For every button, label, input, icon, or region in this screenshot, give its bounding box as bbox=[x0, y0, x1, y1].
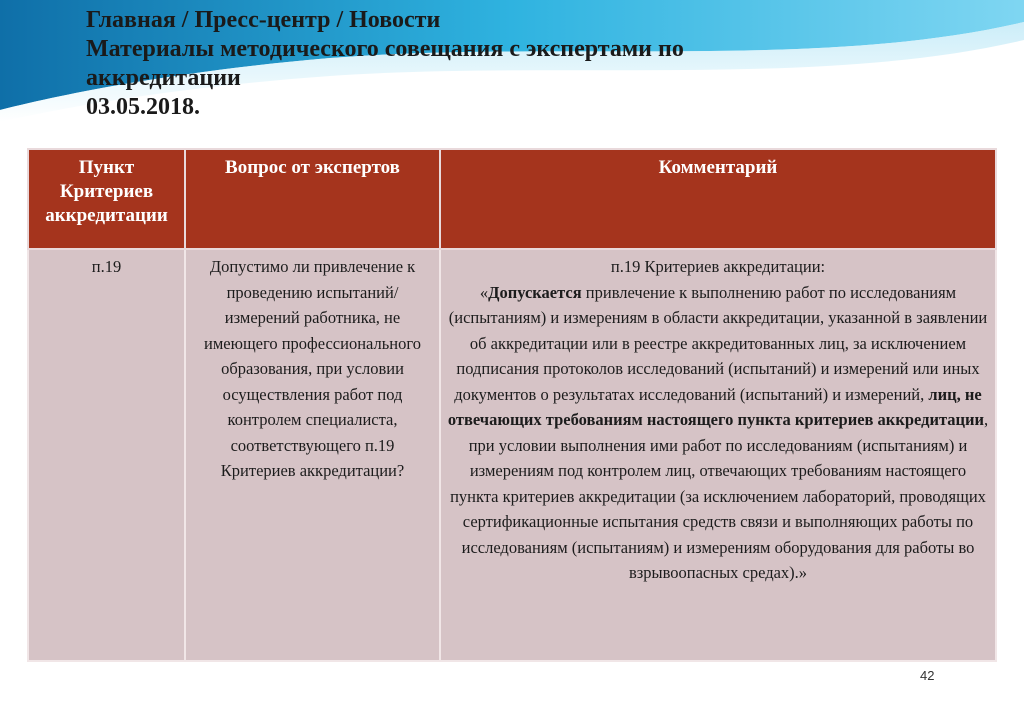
page-title-line-1: Материалы методического совещания с экспертами по bbox=[86, 36, 684, 62]
cell-question: Допустимо ли привлечение к проведению испытаний/измерений работника, не имеющего профессионального образования, при условии осуществления работ под контролем специалиста, соответствующего п.19 Критериев аккредитации? bbox=[185, 249, 440, 661]
comment-text-2: , при условии выполнения ими работ по исследованиям (испытаниям) и измерениям под контролем лиц, отвечающих требованиям настоящего пункта критериев аккредитации (за исключением лабораторий, проводящих сертификационные испытания средств связи и выполняющих работы по исследованиям (испытаниям) и измерениям оборудования для работы во взрывоопасных средах).» bbox=[450, 410, 989, 582]
column-header-question: Вопрос от экспертов bbox=[185, 149, 440, 249]
slide-page-number: 42 bbox=[920, 668, 935, 683]
table-header-row bbox=[28, 149, 996, 249]
accreditation-table bbox=[27, 148, 997, 662]
cell-comment bbox=[440, 249, 996, 661]
publication-date: 03.05.2018. bbox=[86, 94, 200, 120]
table-row bbox=[28, 249, 996, 661]
cell-point: п.19 bbox=[28, 249, 185, 661]
breadcrumb: Главная / Пресс-центр / Новости bbox=[86, 7, 441, 33]
column-header-comment: Комментарий bbox=[440, 149, 996, 249]
comment-open-quote: « bbox=[479, 282, 489, 302]
comment-text-1: привлечение к выполнению работ по исследованиям (испытаниям) и измерениям в области аккредитации, указанной в заявлении об аккредитации или в реестре аккредитованных лиц, за исключением подписания протоколов исследований (испытаний) и измерений или иных документов о результатах исследований (испытаний) и измерений, bbox=[448, 282, 988, 404]
page-title-line-2: аккредитации bbox=[86, 65, 241, 91]
slide-header bbox=[86, 6, 846, 122]
comment-bold-2: лиц, не отвечающих требованиям настоящего пункта критериев аккредитации bbox=[447, 384, 985, 429]
comment-bold-1: Допускается bbox=[488, 282, 582, 302]
comment-body bbox=[447, 280, 989, 586]
comment-intro: п.19 Критериев аккредитации: bbox=[610, 257, 826, 276]
column-header-point: Пункт Критериев аккредитации bbox=[28, 149, 185, 249]
